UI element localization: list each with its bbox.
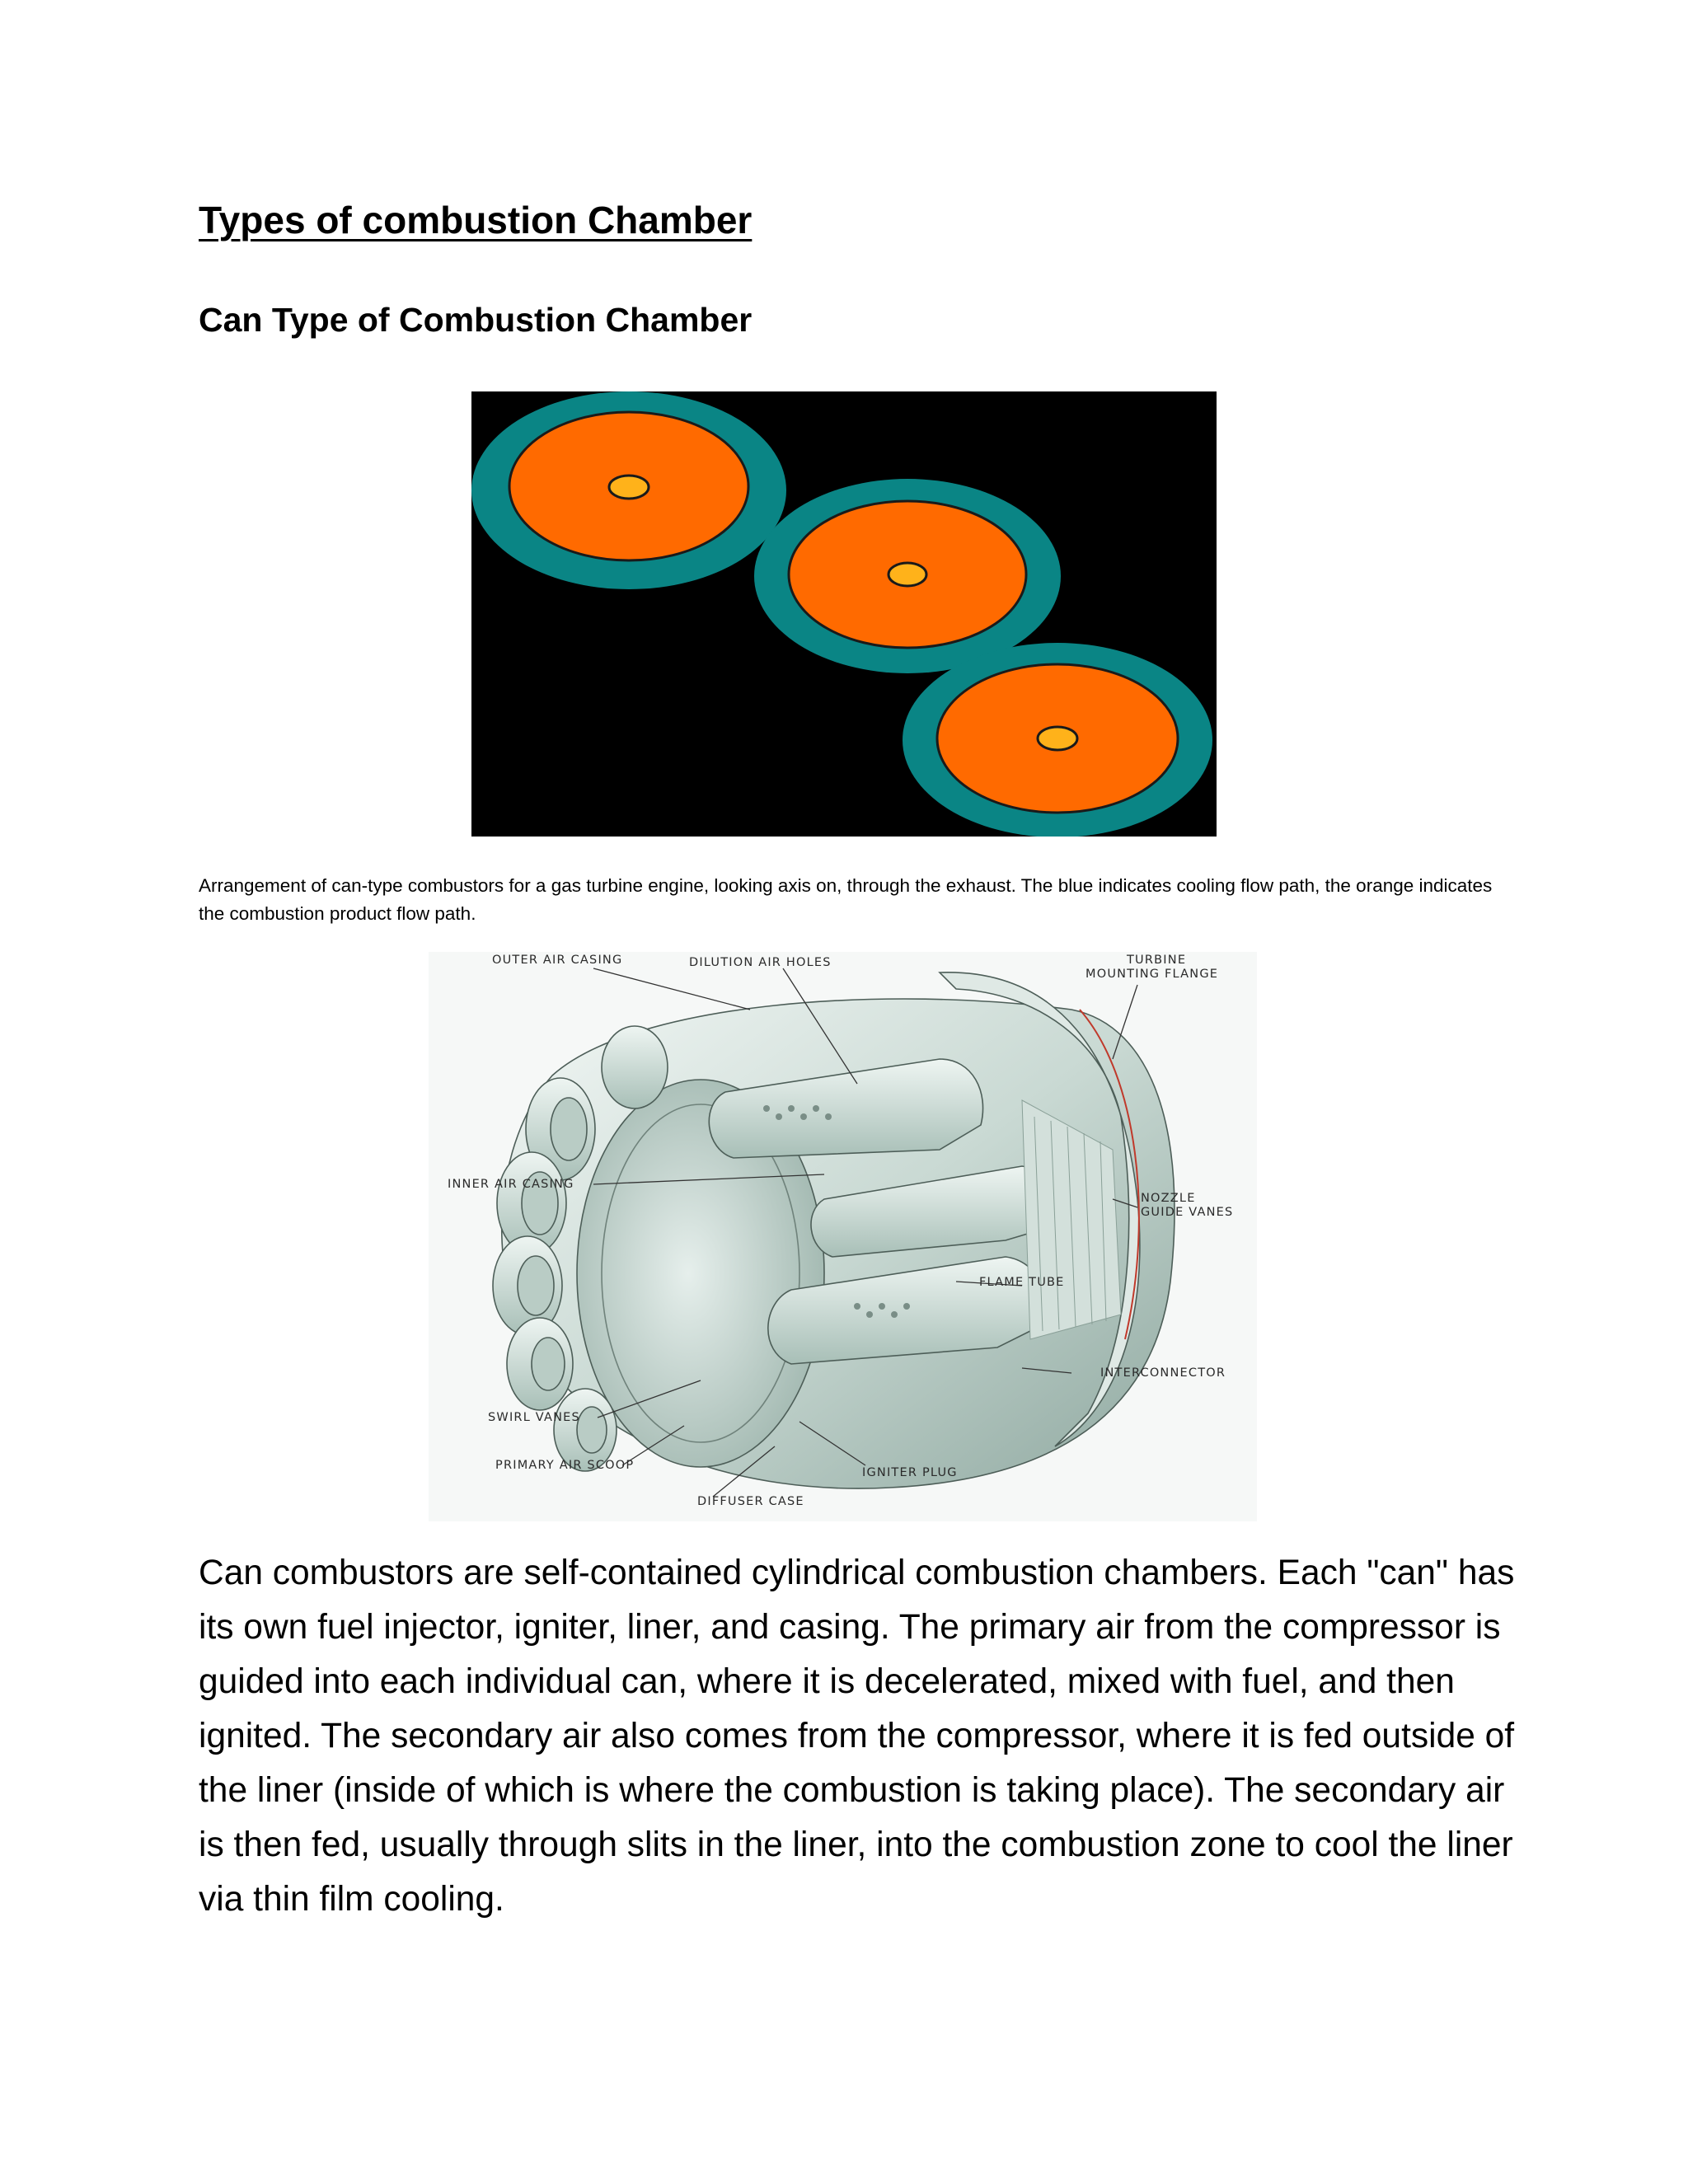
fuel-injector-core [609,476,649,499]
document-title: Types of combustion Chamber [199,199,753,241]
combustor-can-1 [471,391,786,589]
label-diffuser-case: DIFFUSER CASE [697,1495,804,1508]
body-paragraph: Can combustors are self-contained cylindrical combustion chambers. Each "can" has its own fuel injector, igniter, liner, and casing. The primary air from the compressor is guided into each individual can, where it is decelerated, mixed with fuel, and then ignited. The secondary air also comes from the compressor, where it is fed outside of the liner (inside of which is where the combustion is taking place). The secondary air is then fed, usually through slits in the liner, into the combustion zone to cool the liner via thin film cooling. [199,1554,1515,1919]
label-outer-air-casing: OUTER AIR CASING [492,954,623,967]
label-dilution-air-holes: DILUTION AIR HOLES [689,956,832,969]
combustion-chamber-cutaway-figure [429,952,1257,1521]
label-interconnector: INTERCONNECTOR [1100,1366,1226,1380]
fuel-injector-core [1038,727,1077,750]
label-primary-air-scoop: PRIMARY AIR SCOOP [495,1459,635,1472]
label-turbine-mounting-flange-1: TURBINE [1127,954,1187,967]
fuel-injector-core [889,563,926,586]
figure-caption: Arrangement of can-type combustors for a gas turbine engine, looking axis on, through the exhaust. The blue indicates cooling flow path, the orange indicates the combustion product flow path. [199,875,1493,924]
section-heading: Can Type of Combustion Chamber [199,301,753,339]
combustor-can-2 [754,479,1061,673]
label-nozzle-guide-vanes-1: NOZZLE [1141,1192,1196,1205]
label-nozzle-guide-vanes-2: GUIDE VANES [1141,1206,1234,1219]
can-combustor-arrangement-figure [471,391,1217,837]
label-inner-air-casing: INNER AIR CASING [448,1178,574,1191]
label-igniter-plug: IGNITER PLUG [862,1466,958,1479]
label-swirl-vanes: SWIRL VANES [488,1411,580,1424]
label-turbine-mounting-flange-2: MOUNTING FLANGE [1085,968,1219,981]
combustor-can-3 [903,643,1212,837]
label-flame-tube: FLAME TUBE [979,1276,1065,1289]
engine-cutaway [493,972,1175,1488]
